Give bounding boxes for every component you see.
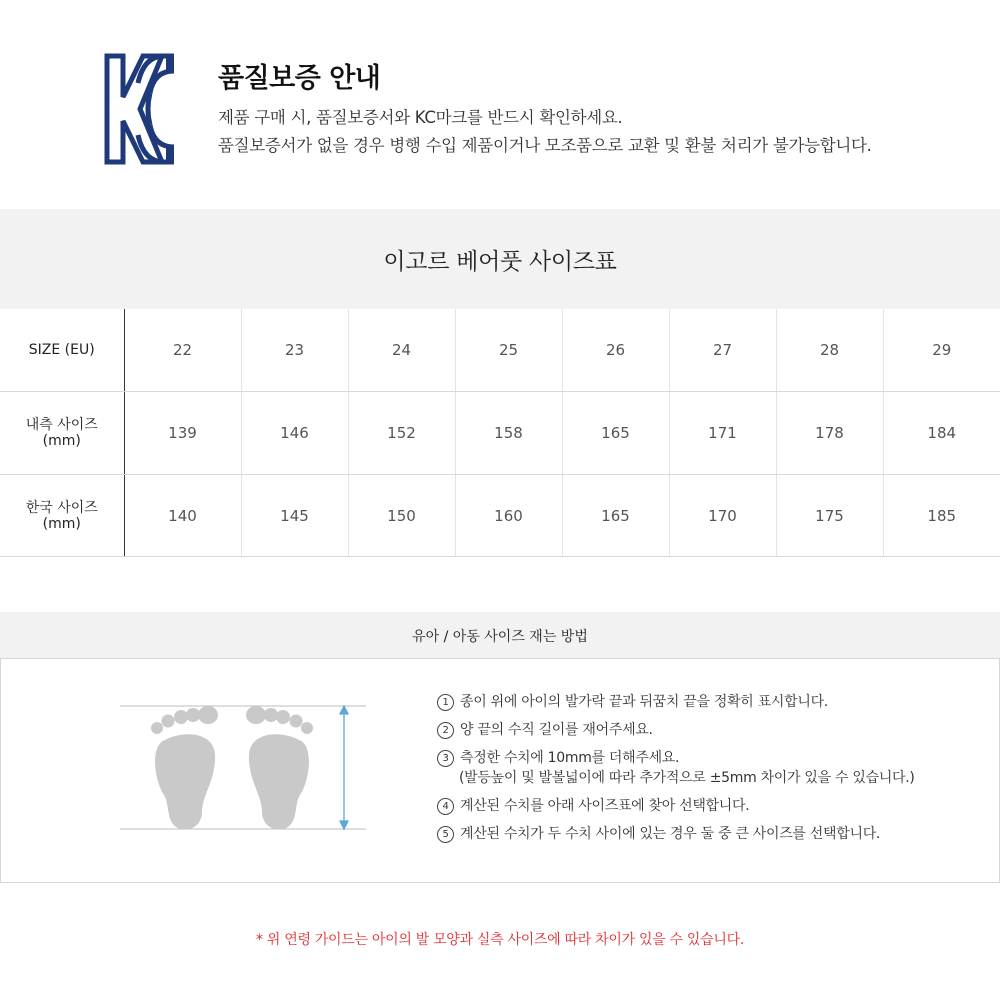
table-cell: 28 xyxy=(776,309,883,392)
step-number: 4 xyxy=(437,798,454,815)
size-table xyxy=(0,309,1000,557)
list-item xyxy=(437,692,915,720)
row-header: SIZE (EU) xyxy=(0,309,124,392)
table-cell: 150 xyxy=(348,475,455,557)
step-text: 종이 위에 아이의 발가락 끝과 뒤꿈치 끝을 정확히 표시합니다. xyxy=(460,694,828,710)
table-cell: 170 xyxy=(669,475,776,557)
table-cell: 160 xyxy=(455,475,562,557)
step-number: 3 xyxy=(437,750,454,767)
list-item xyxy=(437,824,915,852)
table-cell: 165 xyxy=(562,392,669,475)
guide-steps xyxy=(437,692,915,852)
step-text: 양 끝의 수직 길이를 재어주세요. xyxy=(460,722,653,738)
step-number: 2 xyxy=(437,722,454,739)
kc-mark-icon xyxy=(104,53,177,165)
list-item xyxy=(437,720,915,748)
footprint-measure-icon xyxy=(120,700,370,835)
step-number: 1 xyxy=(437,694,454,711)
table-cell: 158 xyxy=(455,392,562,475)
table-cell: 140 xyxy=(124,475,241,557)
table-cell: 22 xyxy=(124,309,241,392)
notice-line-2: 품질보증서가 없을 경우 병행 수입 제품이거나 모조품으로 교환 및 환불 처리가 불가능합니다. xyxy=(218,136,872,155)
step-text: 계산된 수치가 두 수치 사이에 있는 경우 둘 중 큰 사이즈를 선택합니다. xyxy=(460,826,881,842)
row-header: 내측 사이즈 (mm) xyxy=(0,392,124,475)
table-cell: 139 xyxy=(124,392,241,475)
table-cell: 185 xyxy=(883,475,1000,557)
quality-notice xyxy=(0,0,1000,209)
size-chart-title: 이고르 베어풋 사이즈표 xyxy=(383,249,617,275)
table-cell: 145 xyxy=(241,475,348,557)
table-cell: 29 xyxy=(883,309,1000,392)
table-cell: 165 xyxy=(562,475,669,557)
table-cell: 175 xyxy=(776,475,883,557)
guide-title: 유아 / 아동 사이즈 재는 방법 xyxy=(412,629,588,645)
footnote: * 위 연령 가이드는 아이의 발 모양과 실측 사이즈에 따라 차이가 있을 수 있습니다. xyxy=(256,932,744,948)
table-cell: 27 xyxy=(669,309,776,392)
table-cell: 152 xyxy=(348,392,455,475)
list-item-note xyxy=(437,768,915,796)
table-cell: 25 xyxy=(455,309,562,392)
list-item xyxy=(437,796,915,824)
notice-title: 품질보증 안내 xyxy=(218,63,381,94)
step-text: 계산된 수치를 아래 사이즈표에 찾아 선택합니다. xyxy=(460,798,750,814)
step-text: 측정한 수치에 10mm를 더해주세요. xyxy=(460,750,680,766)
table-cell: 23 xyxy=(241,309,348,392)
table-cell: 171 xyxy=(669,392,776,475)
table-row xyxy=(0,309,1000,392)
table-cell: 146 xyxy=(241,392,348,475)
table-cell: 184 xyxy=(883,392,1000,475)
table-row xyxy=(0,475,1000,557)
notice-line-1: 제품 구매 시, 품질보증서와 KC마크를 반드시 확인하세요. xyxy=(218,108,623,127)
table-cell: 178 xyxy=(776,392,883,475)
table-cell: 24 xyxy=(348,309,455,392)
step-number: 5 xyxy=(437,826,454,843)
table-row xyxy=(0,392,1000,475)
table-cell: 26 xyxy=(562,309,669,392)
row-header: 한국 사이즈 (mm) xyxy=(0,475,124,557)
step-text: (발등높이 및 발볼넓이에 따라 추가적으로 ±5mm 차이가 있을 수 있습니다.) xyxy=(459,770,915,786)
